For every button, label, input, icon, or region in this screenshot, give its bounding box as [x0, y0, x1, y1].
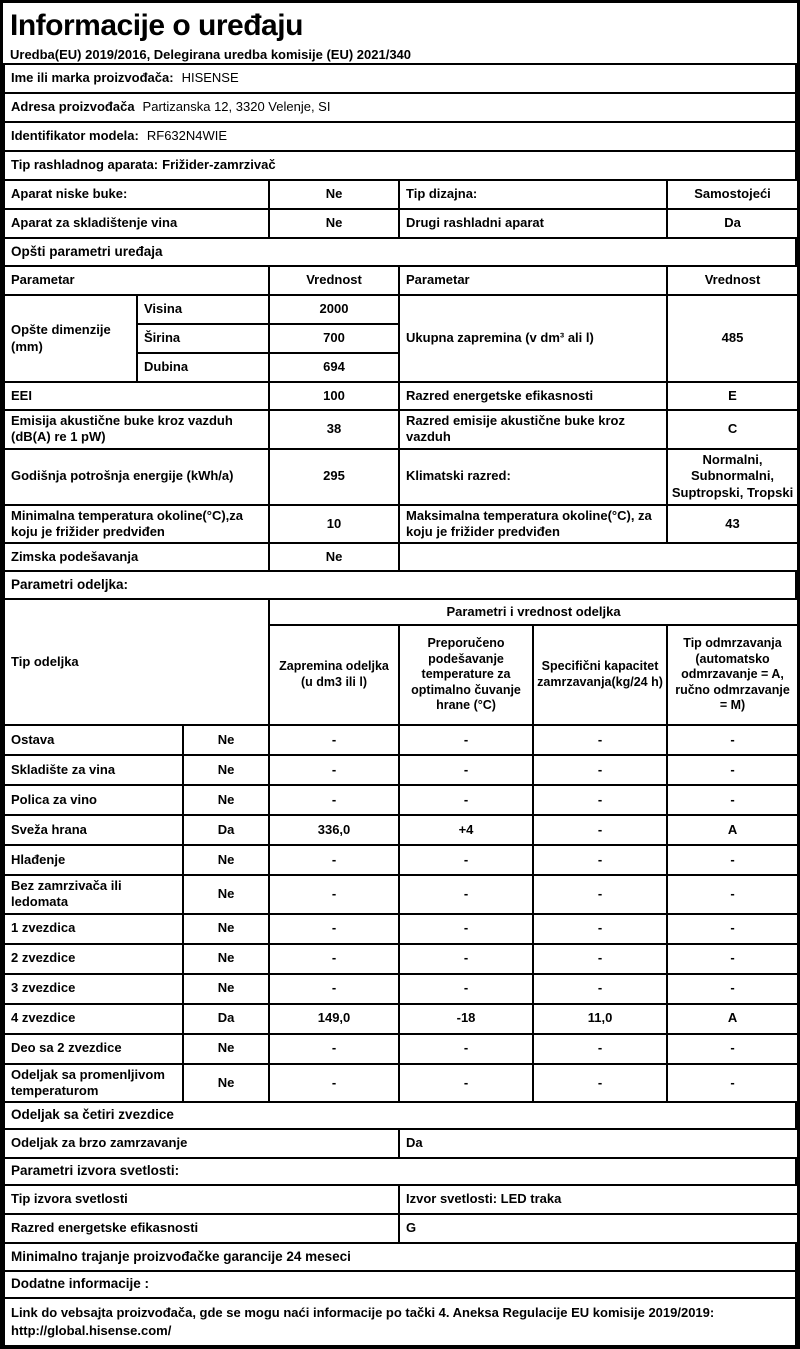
compartment-present: Ne — [183, 1064, 269, 1103]
address-cell — [4, 93, 796, 122]
compartment-row — [4, 974, 798, 1004]
dimension-name: Dubina — [137, 353, 269, 382]
dimension-row — [4, 295, 798, 324]
compartment-defrost: - — [667, 1034, 798, 1064]
compartment-volume: - — [269, 725, 399, 755]
compartment-defrost: - — [667, 725, 798, 755]
regulation-subtitle: Uredba(EU) 2019/2016, Delegirana uredba komisije (EU) 2021/340 — [10, 47, 412, 62]
compartment-volume: - — [269, 944, 399, 974]
compartment-capacity: - — [533, 875, 667, 914]
param-label: Zimska podešavanja — [4, 543, 269, 571]
brand-cell — [4, 64, 796, 93]
compartment-volume: - — [269, 845, 399, 875]
compartment-temp: -18 — [399, 1004, 533, 1034]
compartment-capacity: - — [533, 725, 667, 755]
section-title: Opšti parametri uređaja — [4, 238, 796, 266]
param-value: 295 — [269, 449, 399, 505]
compartment-row — [4, 914, 798, 944]
appliance-type-cell — [4, 151, 796, 180]
compartment-label: 2 zvezdice — [4, 944, 183, 974]
column-header: Parametar — [4, 266, 269, 295]
compartment-present: Ne — [183, 944, 269, 974]
param-value: Samostojeći — [667, 180, 798, 209]
address-value: Partizanska 12, 3320 Velenje, SI — [142, 99, 331, 115]
compartment-capacity: - — [533, 755, 667, 785]
fast-freeze-row — [4, 1129, 798, 1158]
column-header: Vrednost — [269, 266, 399, 295]
model-value: RF632N4WIE — [146, 128, 228, 144]
compartment-capacity: - — [533, 974, 667, 1004]
section-header-row — [4, 1271, 796, 1298]
param-value: Ne — [269, 180, 399, 209]
compartment-temp: +4 — [399, 815, 533, 845]
website-link-cell — [4, 1298, 796, 1346]
dimension-value: 700 — [269, 324, 399, 353]
compartment-volume: 149,0 — [269, 1004, 399, 1034]
param-label: Godišnja potrošnja energije (kWh/a) — [4, 449, 269, 505]
compartment-defrost: - — [667, 1064, 798, 1103]
compartment-present: Ne — [183, 875, 269, 914]
additional-info-table — [3, 1297, 797, 1347]
compartment-present: Da — [183, 815, 269, 845]
param-label: Odeljak za brzo zamrzavanje — [4, 1129, 399, 1158]
model-label: Identifikator modela: — [11, 128, 139, 144]
compartment-label: 4 zvezdice — [4, 1004, 183, 1034]
link-description: Link do vebsajta proizvođača, gde se mogu naći informacije po tački 4. Aneksa Regulacije EU komisije 2019/2019: — [11, 1304, 715, 1320]
title-block — [3, 3, 797, 63]
compartment-label: Deo sa 2 zvezdice — [4, 1034, 183, 1064]
compartment-defrost: - — [667, 974, 798, 1004]
compartment-present: Ne — [183, 914, 269, 944]
light-class-row — [4, 1214, 798, 1243]
param-value: Ne — [269, 209, 399, 238]
empty-cell — [399, 543, 798, 571]
param-value: G — [399, 1214, 798, 1243]
param-value: 10 — [269, 505, 399, 544]
compartment-temp: - — [399, 1034, 533, 1064]
column-header: Zapremina odeljka (u dm3 ili l) — [269, 625, 399, 725]
param-value: 43 — [667, 505, 798, 544]
compartment-label: Sveža hrana — [4, 815, 183, 845]
table-row — [4, 449, 798, 505]
compartment-present: Ne — [183, 725, 269, 755]
compartment-row — [4, 725, 798, 755]
compartment-temp: - — [399, 785, 533, 815]
four-star-table — [3, 1128, 799, 1159]
param-label: Drugi rashladni aparat — [399, 209, 667, 238]
param-value: Da — [667, 209, 798, 238]
compartment-temp: - — [399, 845, 533, 875]
compartment-capacity: - — [533, 815, 667, 845]
compartment-volume: 336,0 — [269, 815, 399, 845]
table-row — [4, 180, 798, 209]
compartment-temp: - — [399, 755, 533, 785]
brand-row — [4, 64, 796, 93]
compartment-row — [4, 845, 798, 875]
compartment-capacity: - — [533, 1034, 667, 1064]
param-label: Razred emisije akustične buke kroz vazduh — [399, 410, 667, 449]
section-title: Parametri izvora svetlosti: — [4, 1158, 796, 1185]
column-header: Vrednost — [667, 266, 798, 295]
page-title: Informacije o uređaju — [10, 9, 303, 42]
compartment-volume: - — [269, 974, 399, 1004]
compartment-row — [4, 1004, 798, 1034]
light-source-table — [3, 1184, 799, 1244]
compartment-label: Polica za vino — [4, 785, 183, 815]
compartment-volume: - — [269, 1034, 399, 1064]
compartment-temp: - — [399, 974, 533, 1004]
brand-value: HISENSE — [181, 70, 239, 86]
compartment-row — [4, 1034, 798, 1064]
section-title: Odeljak sa četiri zvezdice — [4, 1102, 796, 1129]
table-row — [4, 505, 798, 544]
compartment-temp: - — [399, 914, 533, 944]
param-value: 38 — [269, 410, 399, 449]
column-header: Tip odmrzavanja (automatsko odmrzavanje = A, ručno odmrzavanje = M) — [667, 625, 798, 725]
four-star-section-header — [3, 1101, 797, 1130]
param-value: Da — [399, 1129, 798, 1158]
param-label: Klimatski razred: — [399, 449, 667, 505]
compartment-capacity: - — [533, 914, 667, 944]
group-header: Parametri i vrednost odeljka — [269, 599, 798, 625]
compartment-capacity: - — [533, 1064, 667, 1103]
dimensions-label: Opšte dimenzije (mm) — [4, 295, 137, 382]
compartment-row — [4, 755, 798, 785]
compartment-defrost: A — [667, 1004, 798, 1034]
compartment-temp: - — [399, 944, 533, 974]
compartments-section-header — [3, 570, 797, 600]
dimension-name: Visina — [137, 295, 269, 324]
compartment-capacity: 11,0 — [533, 1004, 667, 1034]
appliance-type-row — [4, 151, 796, 180]
general-section-header — [3, 237, 797, 267]
compartment-label: Ostava — [4, 725, 183, 755]
compartments-table — [3, 598, 799, 1103]
compartment-volume: - — [269, 755, 399, 785]
column-header: Specifični kapacitet zamrzavanja(kg/24 h) — [533, 625, 667, 725]
param-value: C — [667, 410, 798, 449]
compartment-capacity: - — [533, 785, 667, 815]
compartment-defrost: - — [667, 914, 798, 944]
compartment-row — [4, 785, 798, 815]
compartment-defrost: - — [667, 785, 798, 815]
compartment-defrost: - — [667, 845, 798, 875]
header-row — [4, 266, 798, 295]
table-row — [4, 410, 798, 449]
param-label: Tip izvora svetlosti — [4, 1185, 399, 1214]
compartment-present: Ne — [183, 755, 269, 785]
additional-section-header — [3, 1270, 797, 1299]
section-title: Parametri odeljka: — [4, 571, 796, 599]
compartment-defrost: - — [667, 755, 798, 785]
address-label: Adresa proizvođača — [11, 99, 135, 115]
param-value: E — [667, 382, 798, 410]
param-label: EEI — [4, 382, 269, 410]
compartment-capacity: - — [533, 944, 667, 974]
param-value: Normalni, Subnormalni, Suptropski, Tropski — [667, 449, 798, 505]
param-label: Razred energetske efikasnosti — [399, 382, 667, 410]
compartment-temp: - — [399, 1064, 533, 1103]
light-type-row — [4, 1185, 798, 1214]
param-label: Emisija akustične buke kroz vazduh (dB(A) re 1 pW) — [4, 410, 269, 449]
dimension-value: 694 — [269, 353, 399, 382]
compartment-volume: - — [269, 914, 399, 944]
compartment-label: 1 zvezdica — [4, 914, 183, 944]
param-label: Minimalna temperatura okoline(°C),za koju je frižider predviđen — [4, 505, 269, 544]
compartment-label: Skladište za vina — [4, 755, 183, 785]
winter-settings-row — [4, 543, 798, 571]
group-header-row — [4, 599, 798, 625]
compartment-present: Da — [183, 1004, 269, 1034]
table-row — [4, 382, 798, 410]
compartment-present: Ne — [183, 785, 269, 815]
param-label: Maksimalna temperatura okoline(°C), za koju je frižider predviđen — [399, 505, 667, 544]
manufacturer-info-table — [3, 63, 797, 181]
compartment-row — [4, 815, 798, 845]
compartment-present: Ne — [183, 845, 269, 875]
table-row — [4, 209, 798, 238]
compartment-volume: - — [269, 875, 399, 914]
compartment-temp: - — [399, 875, 533, 914]
compartment-present: Ne — [183, 974, 269, 1004]
compartment-capacity: - — [533, 845, 667, 875]
appliance-type-label: Tip rashladnog aparata: — [11, 157, 159, 173]
compartment-label: 3 zvezdice — [4, 974, 183, 1004]
model-row — [4, 122, 796, 151]
warranty-text: Minimalno trajanje proizvođačke garancije 24 meseci — [4, 1243, 796, 1271]
compartment-volume: - — [269, 785, 399, 815]
compartment-temp: - — [399, 725, 533, 755]
compartment-row — [4, 875, 798, 914]
compartment-label: Hlađenje — [4, 845, 183, 875]
light-section-header — [3, 1157, 797, 1186]
compartment-defrost: A — [667, 815, 798, 845]
total-volume-value: 485 — [667, 295, 798, 382]
param-label: Aparat niske buke: — [4, 180, 269, 209]
compartment-volume: - — [269, 1064, 399, 1103]
address-row — [4, 93, 796, 122]
compartment-row — [4, 1064, 798, 1103]
dimension-name: Širina — [137, 324, 269, 353]
basic-params-table — [3, 179, 799, 239]
general-params-table — [3, 265, 799, 572]
section-header-row — [4, 238, 796, 266]
total-volume-label: Ukupna zapremina (v dm³ ali l) — [399, 295, 667, 382]
param-label: Aparat za skladištenje vina — [4, 209, 269, 238]
appliance-type-value: Frižider-zamrzivač — [162, 157, 276, 173]
param-value: 100 — [269, 382, 399, 410]
dimension-value: 2000 — [269, 295, 399, 324]
section-header-row — [4, 1102, 796, 1129]
compartment-row — [4, 944, 798, 974]
compartment-present: Ne — [183, 1034, 269, 1064]
param-label: Tip dizajna: — [399, 180, 667, 209]
warranty-table — [3, 1242, 797, 1272]
param-value: Ne — [269, 543, 399, 571]
column-header: Parametar — [399, 266, 667, 295]
section-title: Dodatne informacije : — [4, 1271, 796, 1298]
warranty-row — [4, 1243, 796, 1271]
param-value: Izvor svetlosti: LED traka — [399, 1185, 798, 1214]
compartment-label: Odeljak sa promenljivom temperaturom — [4, 1064, 183, 1103]
model-cell — [4, 122, 796, 151]
column-header: Preporučeno podešavanje temperature za optimalno čuvanje hrane (°C) — [399, 625, 533, 725]
website-link-row — [4, 1298, 796, 1346]
section-header-row — [4, 1158, 796, 1185]
compartment-defrost: - — [667, 944, 798, 974]
compartment-defrost: - — [667, 875, 798, 914]
param-label: Razred energetske efikasnosti — [4, 1214, 399, 1243]
manufacturer-url: http://global.hisense.com/ — [11, 1323, 172, 1338]
compartment-type-header: Tip odeljka — [4, 599, 269, 725]
section-header-row — [4, 571, 796, 599]
brand-label: Ime ili marka proizvođača: — [11, 70, 174, 86]
compartment-label: Bez zamrzivača ili ledomata — [4, 875, 183, 914]
